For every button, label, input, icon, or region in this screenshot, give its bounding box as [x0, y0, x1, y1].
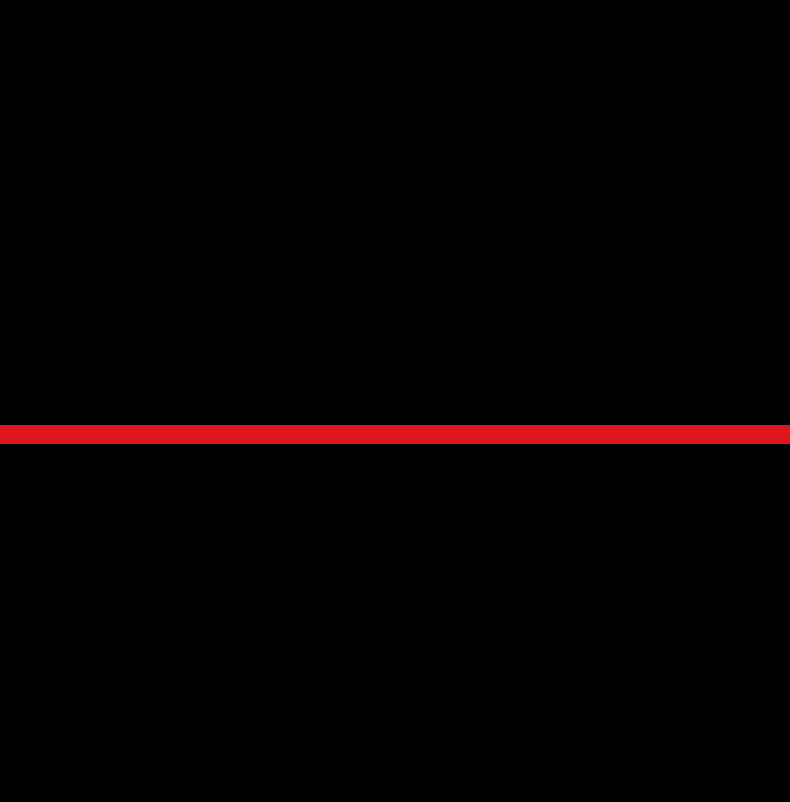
print-spec-banner [0, 425, 790, 444]
